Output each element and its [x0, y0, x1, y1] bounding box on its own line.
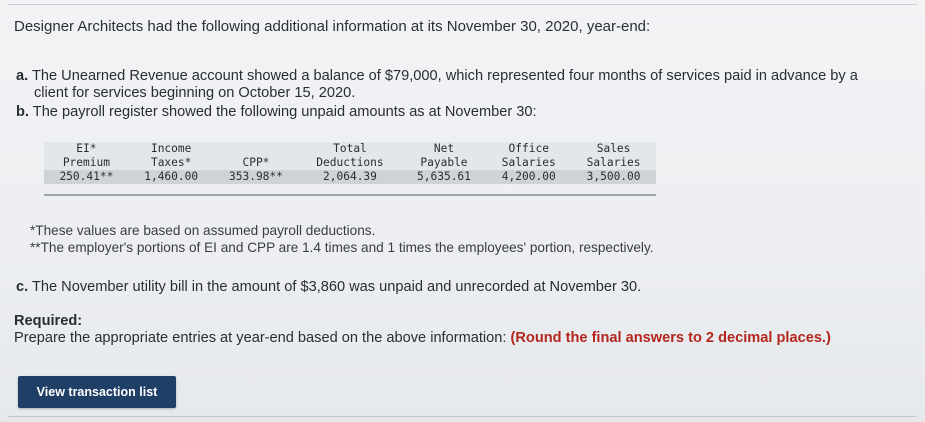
value-cell: 353.98**: [214, 170, 299, 184]
header-cell: [214, 142, 299, 156]
top-divider: [8, 4, 917, 5]
table-divider: [44, 194, 656, 196]
header-cell: Premium: [62, 156, 110, 169]
required-text: Prepare the appropriate entries at year-end based on the above information:: [14, 330, 507, 346]
footnote-1: *These values are based on assumed payroll deductions.: [30, 223, 376, 238]
item-a-continued: client for services beginning on October 15, 2020.: [34, 85, 356, 101]
footnote-2: **The employer's portions of EI and CPP are 1.4 times and 1 times the employees' portion, respectively.: [30, 240, 654, 255]
bottom-divider: [8, 416, 917, 417]
values-row: [44, 170, 656, 184]
problem-intro: Designer Architects had the following additional information at its November 30, 2020, year-end:: [14, 18, 651, 35]
item-b-label: b.: [16, 104, 29, 120]
item-c-text: The November utility bill in the amount of $3,860 was unpaid and unrecorded at November 30.: [31, 279, 642, 295]
item-c: [16, 279, 641, 295]
payroll-table: [44, 142, 656, 184]
header-cell: Payable: [420, 156, 468, 169]
header-cell: Income: [150, 142, 192, 155]
required-section: [14, 313, 831, 347]
value-cell: 4,200.00: [486, 170, 571, 184]
header-cell: EI*: [76, 142, 97, 155]
footnotes: [30, 222, 654, 256]
payroll-table-wrap: [44, 142, 656, 196]
header-row-1: [44, 142, 656, 156]
required-label: Required:: [14, 313, 83, 329]
item-a-text: The Unearned Revenue account showed a balance of $79,000, which represented four months of services paid in advance by a: [31, 68, 858, 84]
header-cell: Taxes*: [150, 156, 192, 169]
header-cell: Net: [433, 142, 455, 155]
header-row-2: [44, 156, 656, 170]
item-b-text: The payroll register showed the following unpaid amounts as at November 30:: [32, 104, 537, 120]
value-cell: 250.41**: [44, 170, 129, 184]
value-cell: 3,500.00: [571, 170, 656, 184]
header-cell: CPP*: [242, 156, 270, 169]
item-b: [16, 104, 916, 121]
header-cell: Sales: [596, 142, 631, 155]
header-cell: Total: [333, 142, 367, 155]
value-cell: 5,635.61: [402, 170, 487, 184]
value-cell: 1,460.00: [129, 170, 214, 184]
problem-items: [16, 68, 916, 123]
header-cell: Salaries: [586, 156, 641, 169]
header-cell: Salaries: [501, 156, 556, 169]
item-a: [16, 68, 916, 102]
item-a-label: a.: [16, 68, 29, 84]
value-cell: 2,064.39: [298, 170, 401, 184]
item-c-label: c.: [16, 279, 29, 295]
view-transaction-list-button[interactable]: View transaction list: [18, 376, 176, 408]
header-cell: Deductions: [316, 156, 384, 169]
rounding-instruction: (Round the final answers to 2 decimal places.): [510, 330, 831, 346]
header-cell: Office: [508, 142, 549, 155]
